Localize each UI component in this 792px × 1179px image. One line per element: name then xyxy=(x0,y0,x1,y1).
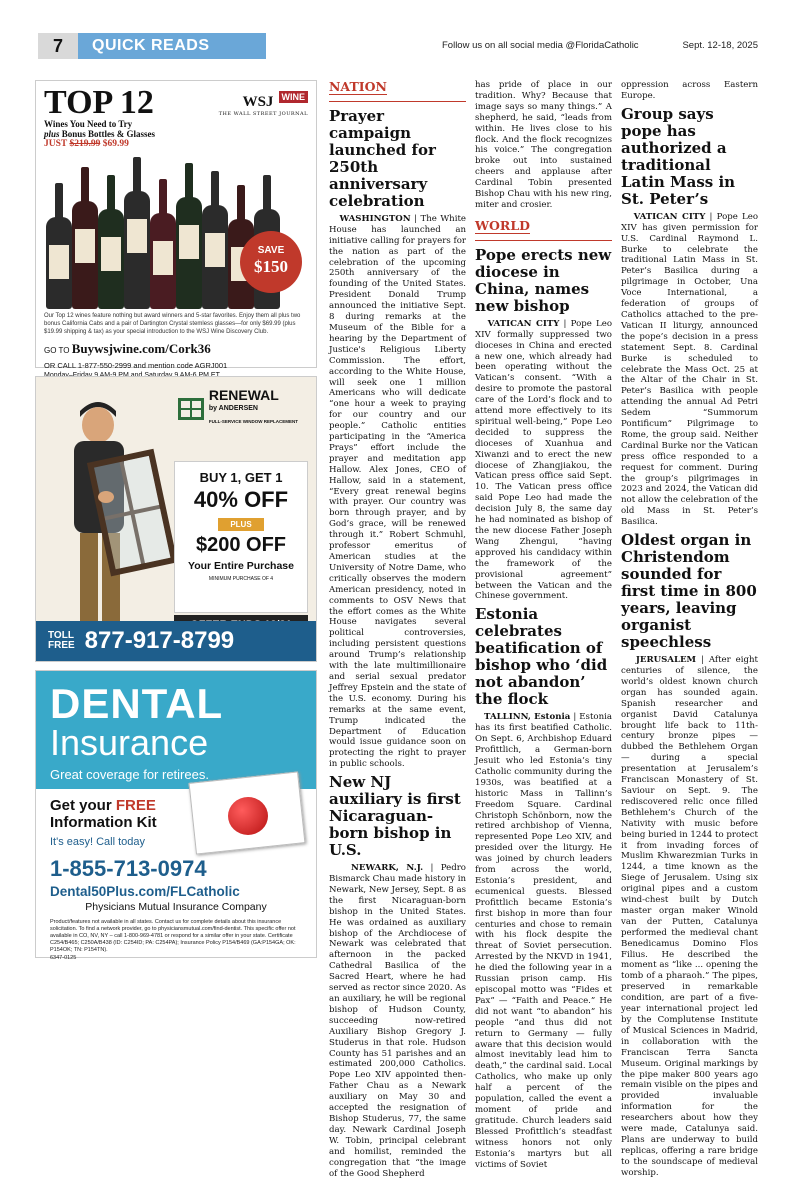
offer-plus: PLUS xyxy=(218,518,263,531)
wine-ad-call[interactable]: OR CALL 1-877-550-2999 and mention code AGRJ001 xyxy=(44,361,228,370)
wine-ad-url-line[interactable]: GO TO Buywsjwine.com/Cork36 xyxy=(44,341,211,356)
story-estonia-cont: oppression across Eastern Europe. xyxy=(621,80,758,101)
headline-china-diocese: Pope erects new diocese in China, names new bishop xyxy=(475,245,612,315)
old-price: $219.99 xyxy=(69,139,101,149)
wsj-wine-logo: WSJ WINE THE WALL STREET JOURNAL xyxy=(218,92,308,117)
headline-oldest-organ: Oldest organ in Christendom sounded for first time in 800 years, leaving organist speechless xyxy=(621,531,757,652)
social-follow-text: Follow us on all social media @FloridaCatholic xyxy=(442,40,639,51)
dental-insurance: Insurance xyxy=(50,722,209,763)
page-number: 7 xyxy=(38,33,78,59)
renewal-phone[interactable]: 877-917-8799 xyxy=(84,627,235,654)
wine-bottle xyxy=(202,205,228,309)
story-estonia: TALLINN, Estonia | Estonia has its first beatified Catholic. On Sept. 6, Archbishop Eduard Profittlich, a German-born Jesuit who led Estonia’s tiny Catholic community during the 1930s, was beatified at a historic Mass in Tallinn’s Freedom Square. Cardinal Christoph Schönborn, now the retired archbishop of Vienna, represented Pope Leo XIV, and presided over the liturgy. He was joined by church leaders from across the world, Estonia’s president, and ecumenical guests. Blessed Profittlich became Estonia’s first bishop in more than four centuries and chose to remain with his flock despite the threat of Soviet persecution. Arrested by the NKVD in 1941, he died the following year in a Russian prison camp. His episcopal motto was “Fides et Pax” — “Faith and Peace.” He did not want “to abandon” his people “and thus did not return to Germany — fully aware that this decision would almost inevitably lead him to death,” the cardinal said. Local Catholics, who make up only half a percent of the population, called the event a moment of pride and gratitude. Church leaders said Blessed Profittlich’s steadfast witness honors not only Estonia’s martyrs but all victims of Soviet xyxy=(475,712,612,1170)
dental-url[interactable]: Dental50Plus.com/FLCatholic xyxy=(50,884,240,899)
dental-easy: It's easy! Call today xyxy=(50,836,146,848)
new-price: $69.99 xyxy=(102,139,129,149)
offer-40-off: 40% OFF xyxy=(193,487,289,512)
kicker-nation: NATION xyxy=(329,79,387,94)
column-2 xyxy=(475,80,612,1170)
headline-prayer-campaign: Prayer campaign launched for 250th anniversary celebration xyxy=(329,106,436,210)
wine-ad-subtitle: Wines You Need to Try xyxy=(44,119,133,129)
offer-minimum: MINIMUM PURCHASE OF 4 xyxy=(208,576,274,582)
wine-bottle xyxy=(124,191,150,309)
dental-company: Physicians Mutual Insurance Company xyxy=(85,901,267,913)
offer-box xyxy=(174,461,308,613)
wine-ad-bonus: Bonus Bottles & Glasses xyxy=(61,129,156,139)
story-latin-mass: VATICAN CITY | Pope Leo XIV has given permission for U.S. Cardinal Raymond L. Burke to celebrate the traditional Latin Mass in St. Peter’s Basilica during a pilgrimage in October, Una Voce International, a federation of groups of Catholics attached to the pre-Vatican II liturgy, announced the pope’s decision in a press statement Sept. 8. Cardinal Burke is scheduled to celebrate the Mass Oct. 25 at the Altar of the Chair in St. Peter’s Basilica with people attending the annual Ad Petri Sedem “Summorum Pontificum” Pilgrimage to Rome, the group said. Neither Cardinal Burke nor the Vatican press office responded to a request for comment. During the group’s pilgrimages in 2023 and 2024, the Vatican did not allow the celebration of the old Mass in St. Peter’s Basilica. xyxy=(621,211,758,528)
dental-ad[interactable] xyxy=(35,670,317,961)
column-3 xyxy=(621,80,758,1179)
toll-free-bar[interactable]: TOLL FREE 877-917-8799 xyxy=(36,621,316,661)
dental-title: DENTAL xyxy=(50,680,224,727)
wine-bottle xyxy=(150,213,176,309)
renewal-ad[interactable] xyxy=(35,376,317,662)
dental-tagline: Great coverage for retirees. xyxy=(50,767,209,782)
offer-bogo: BUY 1, GET 1 xyxy=(199,470,283,485)
wine-ad-plus: plus xyxy=(44,129,60,139)
story-nj-auxiliary-cont: has pride of place in our tradition. Why? Because that image says so many things.” A shepherd, he said, “leads from within. He lives close to his flock. And the flock recognizes his voice.” The congregation broke out into sustained cheers and applause after Cardinal Tobin presented Bishop Chau with his new ring, miter and crosier. xyxy=(475,80,612,210)
dental-ad-banner xyxy=(36,671,316,789)
headline-latin-mass: Group says pope has authorized a traditional Latin Mass in St. Peter’s xyxy=(621,104,736,208)
offer-purchase: Your Entire Purchase xyxy=(187,560,294,572)
wine-ad-price: JUST $219.99 $69.99 xyxy=(44,139,129,149)
kicker-world: WORLD xyxy=(475,217,530,233)
issue-date: Sept. 12-18, 2025 xyxy=(682,40,758,51)
wine-bottle xyxy=(46,217,72,309)
installer-with-window-image xyxy=(46,397,166,649)
renewal-logo: RENEWAL by ANDERSEN FULL-SERVICE WINDOW REPLACEMENT xyxy=(178,389,298,428)
headline-nj-auxiliary: New NJ auxiliary is first Nicaraguan-born bishop in U.S. xyxy=(329,773,461,860)
story-oldest-organ: JERUSALEM | After eight centuries of silence, the world’s oldest known church organ has sounded again. Spanish researcher and organist David Catalunya brought life back to 11th-century bronze pipes — dubbed the Bethlehem Organ — during a special presentation at Jerusalem’s Franciscan Monastery of St. Saviour on Sept. 9. The rediscovered relic once filled Bethlehem’s Church of the Nativity with music before being buried in 1244 to protect it from invading forces of Muslim Khwarezmian Turks in 1244, a time known as the Siege of Jerusalem. Using six original pipes and a custom wind-chest built by Dutch master organ maker Winold van der Putten, Catalunya performed the medieval chant Benedicamus Domino Flos Filius. He described the moment as “like ... opening the tomb of a pharaoh.” The pipes, preserved in remarkable condition, are part of a five-year international project led by the Complutense Institute of Musical Sciences in Madrid, in collaboration with the Franciscan Terra Sancta Museum. Original markings by the pipe maker 800 years ago remain visible on the pipes and provided invaluable information for the researchers about how they were made, Catalunya said. Plans are underway to build replicas, offering a rare bridge to the soundscape of medieval worship. xyxy=(621,655,758,1178)
window-logo-icon xyxy=(178,398,204,420)
story-nj-auxiliary: NEWARK, N.J. | Pedro Bismarck Chau made history in Newark, New Jersey, Sept. 8 as the first Nicaraguan-born bishop in the United States. He was ordained as auxiliary bishop of the Archdiocese of Newark was celebrated that afternoon in the packed Cathedral Basilica of the Sacred Heart, where he had served as rector since 2020. As an auxiliary, he will be regional bishop of Hudson County, succeeding now-retired Auxiliary Bishop Gregory J. Studerus in that role. Hudson County has 51 parishes and an estimated 200,000 Catholics. Pope Leo XIV appointed then-Father Chau as a Newark auxiliary on May 30 and accepted the resignation of Bishop Studerus, 77, the same day. Newark Cardinal Joseph W. Tobin, principal celebrant and homilist, reminded the congregation that “the image of the Good Shepherd xyxy=(329,863,466,1179)
wine-bottle xyxy=(176,197,202,309)
save-badge: SAVE $150 xyxy=(240,231,302,293)
dental-ad-body xyxy=(36,789,316,970)
dental-kit-title: Get your FREE Information Kit xyxy=(50,797,157,831)
apple-image xyxy=(228,797,268,835)
wine-ad-description: Our Top 12 wines feature nothing but award winners and 5-star favorites. Enjoy them all plus two bonus California Cabs and a pair of Dartington Crystal stemless glasses—for only $69.99 (plus $19.99 shipping & tax) as your special introduction to the WSJ Wine Discovery Club. xyxy=(44,313,301,335)
wine-ad-title: TOP 12 xyxy=(44,84,154,121)
wine-ad-url: Buywsjwine.com/Cork36 xyxy=(71,341,211,356)
dental-code: 6347-0125 xyxy=(50,955,77,961)
page-header xyxy=(38,33,758,59)
wine-bottle xyxy=(72,201,98,309)
wine-ad[interactable] xyxy=(35,80,317,368)
offer-200-off: $200 OFF xyxy=(195,534,287,556)
story-china-diocese: VATICAN CITY | Pope Leo XIV formally suppressed two dioceses in China and erected a new one, which already had been operating without the Vatican’s consent. “With a desire to promote the pastoral care of the Lord’s flock and to attend more effectively to its spiritual well-being,” Pope Leo decided to suppress the dioceses of Xuanhua and Xiwanzi and to erect the new diocese of Zhangjiakou, the Vatican press office said Sept. 10. The Vatican press office said Pope Leo had made the decision July 8, the same day he had nominated as bishop of the new diocese Father Joseph Wang Zhengui, “having approved his candidacy within the framework of the provisional agreement” between the Vatican and the Chinese government. xyxy=(475,318,612,602)
dental-phone[interactable]: 1-855-713-0974 xyxy=(50,856,207,881)
section-title: QUICK READS xyxy=(78,33,266,59)
story-prayer-campaign: WASHINGTON | The White House has launched an initiative calling for prayers for the nation as part of the celebration of the upcoming 250th anniversary of the founding of the United States. President Donald Trump announced the initiative Sept. 8 during remarks at the Museum of the Bible for a hearing by the Department of Justice's Religious Liberty Commission. The effort, according to the White House, will seek one 1 million Americans who will dedicate “one hour a week to praying for our country and our people.” Catholic entities participating in the “America Prays” effort include the prayer and meditation app Hallow. Alex Jones, CEO of Hallow, said in a statement, “Every great renewal begins with prayer. Our country was born through prayer, and by God’s grace, will be renewed through it.” Robert Schmuhl, professor emeritus of American studies at the University of Notre Dame, who critically observes the modern American presidency, noted in comments to OSV News that the effort comes as the White House navigates several political controversies, including persistent questions around Trump’s relationship with the late multimillionaire and serial sexual predator Jeffrey Epstein and the state of the U.S. economy. During his remarks at the same event, Trump indicated the Department of Education would issue guidance soon on protecting the right to prayer in public schools. xyxy=(329,213,466,770)
headline-estonia: Estonia celebrates beatification of bishop who ‘did not abandon’ the flock xyxy=(475,605,608,709)
wine-bottle xyxy=(98,209,124,309)
column-1 xyxy=(329,80,466,1179)
dental-fine-print: Product/features not available in all states. Contact us for complete details about this insurance solicitation. To find a network provider, go to physiciansmutual.com/find-dentist. This specific offer not available in CO, NV, NY – call 1-800-969-4781 or respond for a similar offer in your state. Certificate C254/B465; C250A/B438 (ID: C254ID; PA: C254PA); Insurance Policy P154/B469 (GA:P154GA; OK: P154OK; TN: P154TN). xyxy=(50,919,296,953)
